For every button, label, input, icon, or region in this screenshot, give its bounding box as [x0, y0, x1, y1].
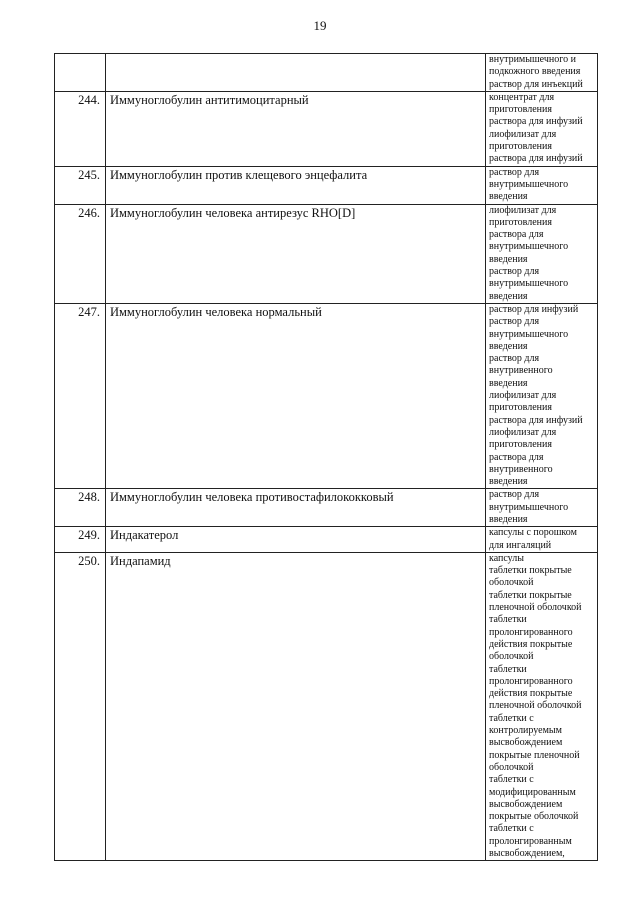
- dosage-form-line: таблетки с: [489, 823, 534, 835]
- dosage-forms: [486, 303, 598, 488]
- row-number: 245.: [55, 166, 106, 204]
- dosage-form-line: введения: [489, 340, 528, 352]
- dosage-form-line: раствора для: [489, 229, 544, 241]
- dosage-form-line: внутривенного: [489, 365, 553, 377]
- dosage-forms: [486, 552, 598, 860]
- dosage-form-line: введения: [489, 191, 528, 203]
- dosage-form-line: приготовления: [489, 402, 552, 414]
- row-number: 247.: [55, 303, 106, 488]
- row-number: [55, 54, 106, 92]
- dosage-form-line: внутривенного: [489, 463, 553, 475]
- drug-list-table: [54, 53, 598, 861]
- table-row: [55, 552, 598, 860]
- dosage-form-line: раствор для: [489, 316, 540, 328]
- drug-name: Иммуноглобулин против клещевого энцефалита: [106, 166, 486, 204]
- dosage-form-line: раствора для инфузий: [489, 153, 583, 165]
- dosage-form-line: приготовления: [489, 104, 552, 116]
- dosage-form-line: модифицированным: [489, 786, 576, 798]
- dosage-form-line: введения: [489, 476, 528, 488]
- dosage-form-line: для ингаляций: [489, 539, 552, 551]
- dosage-form-line: подкожного введения: [489, 66, 581, 78]
- dosage-form-line: высвобождением,: [489, 848, 565, 859]
- dosage-form-line: пленочной оболочкой: [489, 602, 582, 614]
- dosage-form-line: приготовления: [489, 141, 552, 153]
- dosage-form-line: внутримышечного и: [489, 54, 576, 65]
- dosage-form-line: покрытые оболочкой: [489, 811, 579, 823]
- table-row: [55, 204, 598, 303]
- dosage-form-line: оболочкой: [489, 577, 534, 589]
- dosage-forms: [486, 527, 598, 553]
- dosage-form-line: таблетки: [489, 614, 527, 626]
- dosage-form-line: пролонгированного: [489, 675, 573, 687]
- dosage-form-line: раствор для: [489, 266, 540, 278]
- dosage-form-line: внутримышечного: [489, 501, 569, 513]
- drug-name: Иммуноглобулин человека антирезус RHO[D]: [106, 204, 486, 303]
- dosage-form-line: раствор для инфузий: [489, 303, 579, 315]
- dosage-form-line: контролируемым: [489, 725, 562, 737]
- dosage-form-line: лиофилизат для: [489, 426, 557, 438]
- page-number: 19: [313, 18, 327, 33]
- dosage-forms: [486, 204, 598, 303]
- dosage-form-line: раствор для: [489, 489, 540, 501]
- dosage-form-line: внутримышечного: [489, 328, 569, 340]
- row-number: 250.: [55, 552, 106, 860]
- row-number: 249.: [55, 527, 106, 553]
- dosage-forms: [486, 489, 598, 527]
- dosage-form-line: таблетки покрытые: [489, 589, 572, 601]
- dosage-form-line: концентрат для: [489, 91, 555, 103]
- dosage-form-line: лиофилизат для: [489, 204, 557, 216]
- dosage-form-line: введения: [489, 377, 528, 389]
- dosage-forms: [486, 54, 598, 92]
- row-number: 244.: [55, 91, 106, 166]
- drug-name: Индакатерол: [106, 527, 486, 553]
- dosage-form-line: оболочкой: [489, 651, 534, 663]
- row-number: 246.: [55, 204, 106, 303]
- dosage-form-line: пролонгированного: [489, 626, 573, 638]
- dosage-form-line: раствор для: [489, 353, 540, 365]
- dosage-form-line: внутримышечного: [489, 178, 569, 190]
- dosage-form-line: высвобождением: [489, 798, 563, 810]
- drug-name: [106, 54, 486, 92]
- dosage-form-line: лиофилизат для: [489, 390, 557, 402]
- table-row: [55, 489, 598, 527]
- dosage-form-line: оболочкой: [489, 761, 534, 773]
- dosage-form-line: таблетки покрытые: [489, 565, 572, 577]
- drug-name: Иммуноглобулин антитимоцитарный: [106, 91, 486, 166]
- dosage-form-line: капсулы с порошком: [489, 527, 577, 539]
- dosage-form-line: действия покрытые: [489, 638, 573, 650]
- dosage-form-line: раствор для инъекций: [489, 78, 583, 90]
- dosage-forms: [486, 91, 598, 166]
- dosage-form-line: пленочной оболочкой: [489, 700, 582, 712]
- dosage-form-line: внутримышечного: [489, 241, 569, 253]
- dosage-form-line: действия покрытые: [489, 688, 573, 700]
- table-row: [55, 91, 598, 166]
- dosage-form-line: высвобождением: [489, 737, 563, 749]
- dosage-form-line: введения: [489, 253, 528, 265]
- dosage-forms: [486, 166, 598, 204]
- dosage-form-line: таблетки с: [489, 774, 534, 786]
- table-row: [55, 54, 598, 92]
- dosage-form-line: раствор для: [489, 166, 540, 178]
- drug-name: Иммуноглобулин человека противостафилококковый: [106, 489, 486, 527]
- dosage-form-line: введения: [489, 290, 528, 302]
- drug-name: Иммуноглобулин человека нормальный: [106, 303, 486, 488]
- dosage-form-line: раствора для инфузий: [489, 414, 583, 426]
- dosage-form-line: капсулы: [489, 552, 524, 564]
- dosage-form-line: таблетки: [489, 663, 527, 675]
- dosage-form-line: внутримышечного: [489, 278, 569, 290]
- dosage-form-line: покрытые пленочной: [489, 749, 580, 761]
- table-row: [55, 303, 598, 488]
- dosage-form-line: раствора для: [489, 451, 544, 463]
- table-row: [55, 527, 598, 553]
- row-number: 248.: [55, 489, 106, 527]
- dosage-form-line: приготовления: [489, 439, 552, 451]
- dosage-form-line: лиофилизат для: [489, 128, 557, 140]
- dosage-form-line: приготовления: [489, 216, 552, 228]
- table-row: [55, 166, 598, 204]
- dosage-form-line: раствора для инфузий: [489, 116, 583, 128]
- dosage-form-line: введения: [489, 513, 528, 525]
- dosage-form-line: таблетки с: [489, 712, 534, 724]
- drug-name: Индапамид: [106, 552, 486, 860]
- dosage-form-line: пролонгированным: [489, 835, 572, 847]
